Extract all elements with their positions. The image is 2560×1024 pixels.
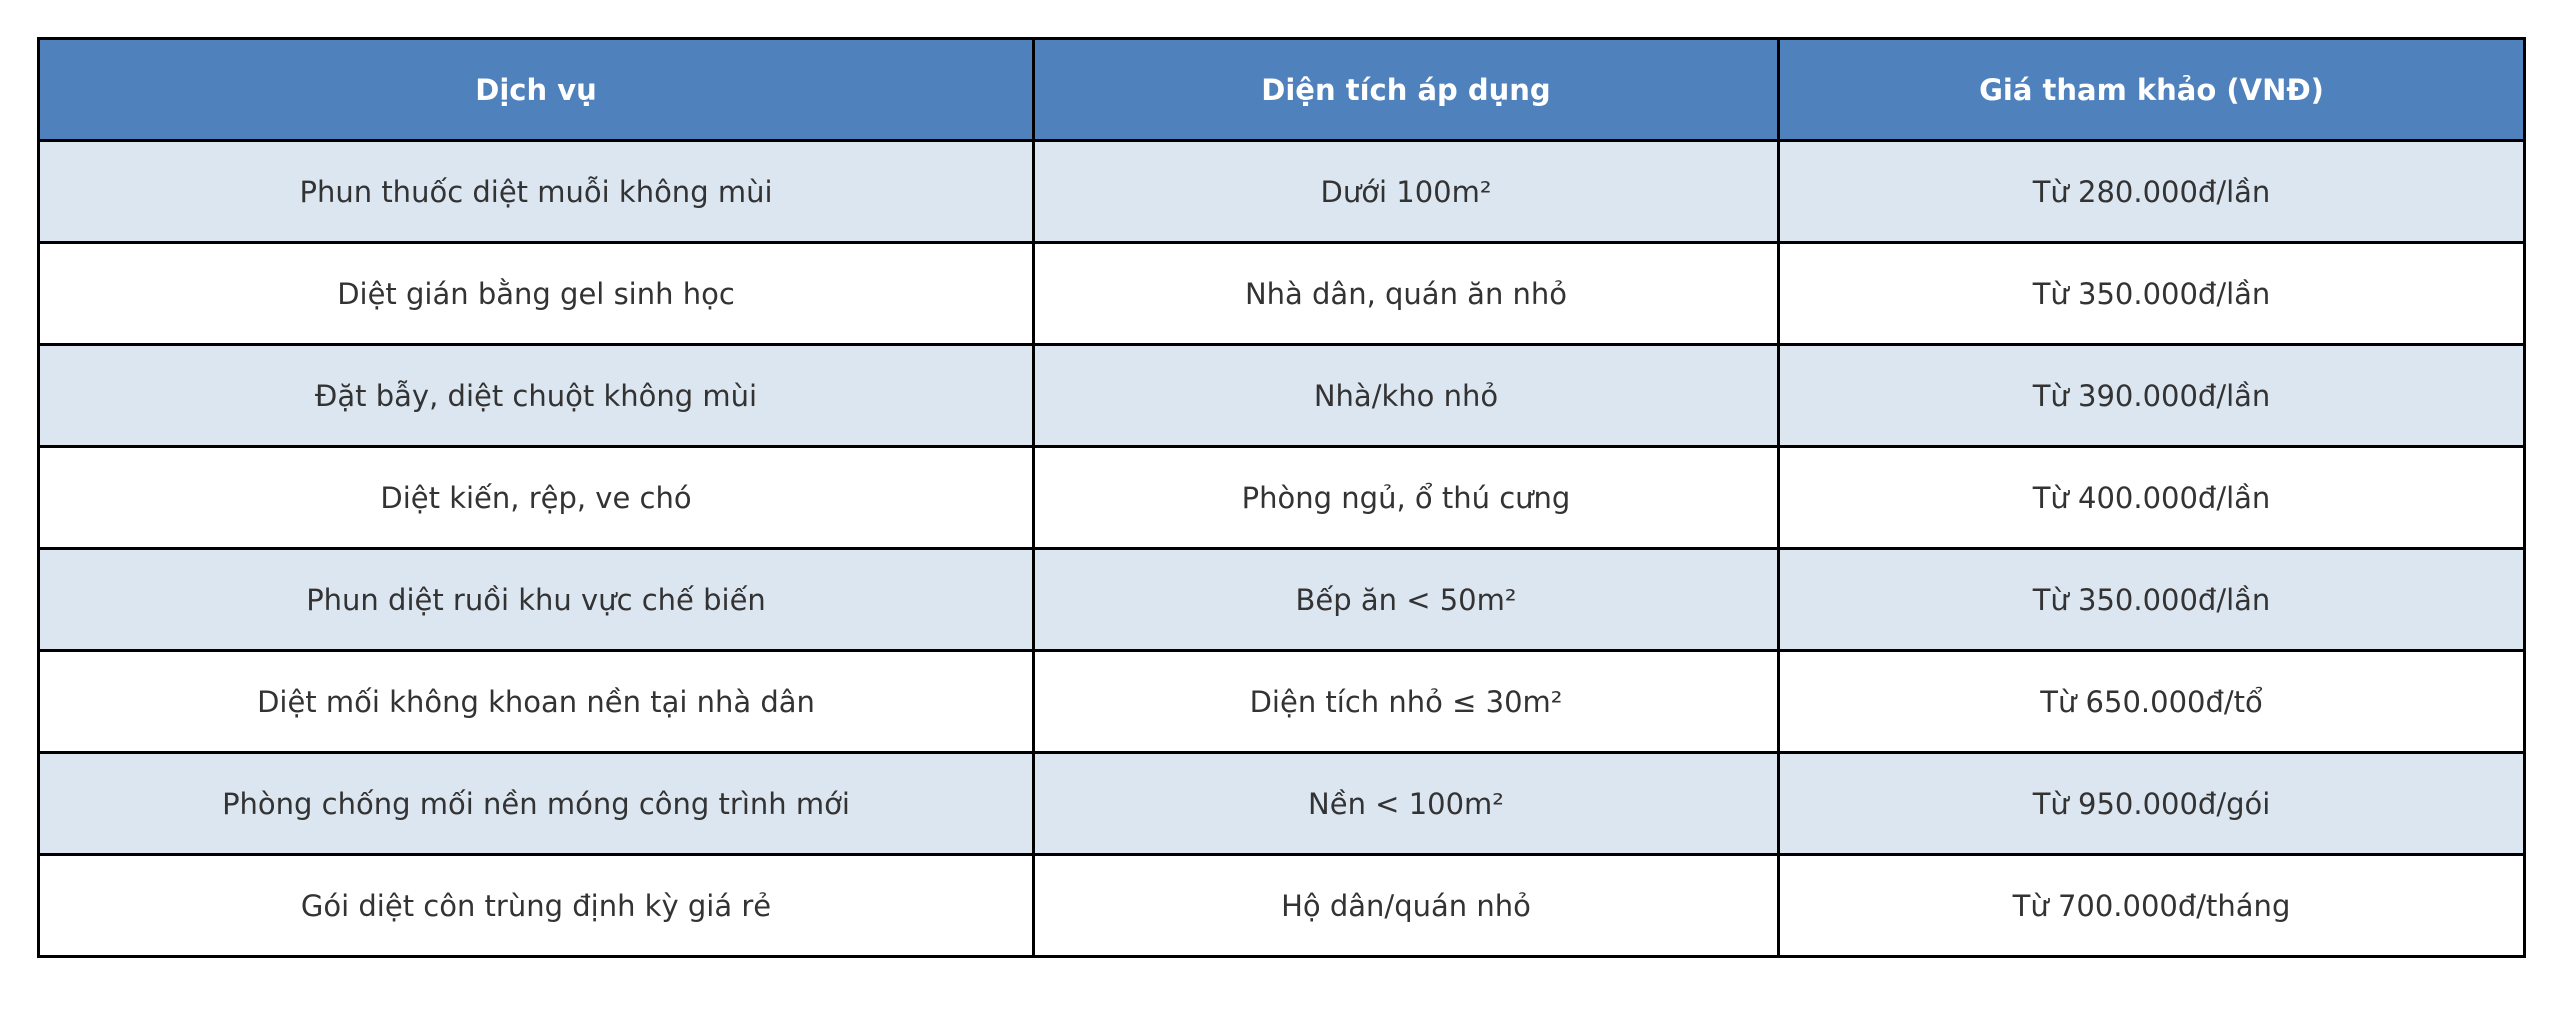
- header-price: Giá tham khảo (VNĐ): [1779, 39, 2525, 141]
- cell-area: Hộ dân/quán nhỏ: [1034, 855, 1779, 957]
- cell-area: Nhà dân, quán ăn nhỏ: [1034, 243, 1779, 345]
- price-table: [37, 37, 2526, 958]
- cell-area: Dưới 100m²: [1034, 141, 1779, 243]
- table-row: [39, 651, 2525, 753]
- table-row: [39, 549, 2525, 651]
- cell-service: Phun diệt ruồi khu vực chế biến: [39, 549, 1034, 651]
- table-row: [39, 447, 2525, 549]
- table-row: [39, 243, 2525, 345]
- cell-area: Nhà/kho nhỏ: [1034, 345, 1779, 447]
- table-row: [39, 855, 2525, 957]
- cell-area: Phòng ngủ, ổ thú cưng: [1034, 447, 1779, 549]
- table-row: [39, 753, 2525, 855]
- cell-area: Nền < 100m²: [1034, 753, 1779, 855]
- table-body: [39, 141, 2525, 957]
- cell-price: Từ 650.000đ/tổ: [1779, 651, 2525, 753]
- cell-service: Đặt bẫy, diệt chuột không mùi: [39, 345, 1034, 447]
- cell-price: Từ 700.000đ/tháng: [1779, 855, 2525, 957]
- cell-price: Từ 350.000đ/lần: [1779, 549, 2525, 651]
- cell-service: Diệt kiến, rệp, ve chó: [39, 447, 1034, 549]
- cell-price: Từ 390.000đ/lần: [1779, 345, 2525, 447]
- cell-service: Phun thuốc diệt muỗi không mùi: [39, 141, 1034, 243]
- cell-service: Diệt mối không khoan nền tại nhà dân: [39, 651, 1034, 753]
- table-row: [39, 141, 2525, 243]
- table-row: [39, 345, 2525, 447]
- header-row: [39, 39, 2525, 141]
- cell-service: Phòng chống mối nền móng công trình mới: [39, 753, 1034, 855]
- cell-service: Gói diệt côn trùng định kỳ giá rẻ: [39, 855, 1034, 957]
- cell-area: Bếp ăn < 50m²: [1034, 549, 1779, 651]
- cell-price: Từ 950.000đ/gói: [1779, 753, 2525, 855]
- header-area: Diện tích áp dụng: [1034, 39, 1779, 141]
- cell-price: Từ 280.000đ/lần: [1779, 141, 2525, 243]
- table-header: [39, 39, 2525, 141]
- cell-price: Từ 350.000đ/lần: [1779, 243, 2525, 345]
- cell-price: Từ 400.000đ/lần: [1779, 447, 2525, 549]
- header-service: Dịch vụ: [39, 39, 1034, 141]
- cell-service: Diệt gián bằng gel sinh học: [39, 243, 1034, 345]
- cell-area: Diện tích nhỏ ≤ 30m²: [1034, 651, 1779, 753]
